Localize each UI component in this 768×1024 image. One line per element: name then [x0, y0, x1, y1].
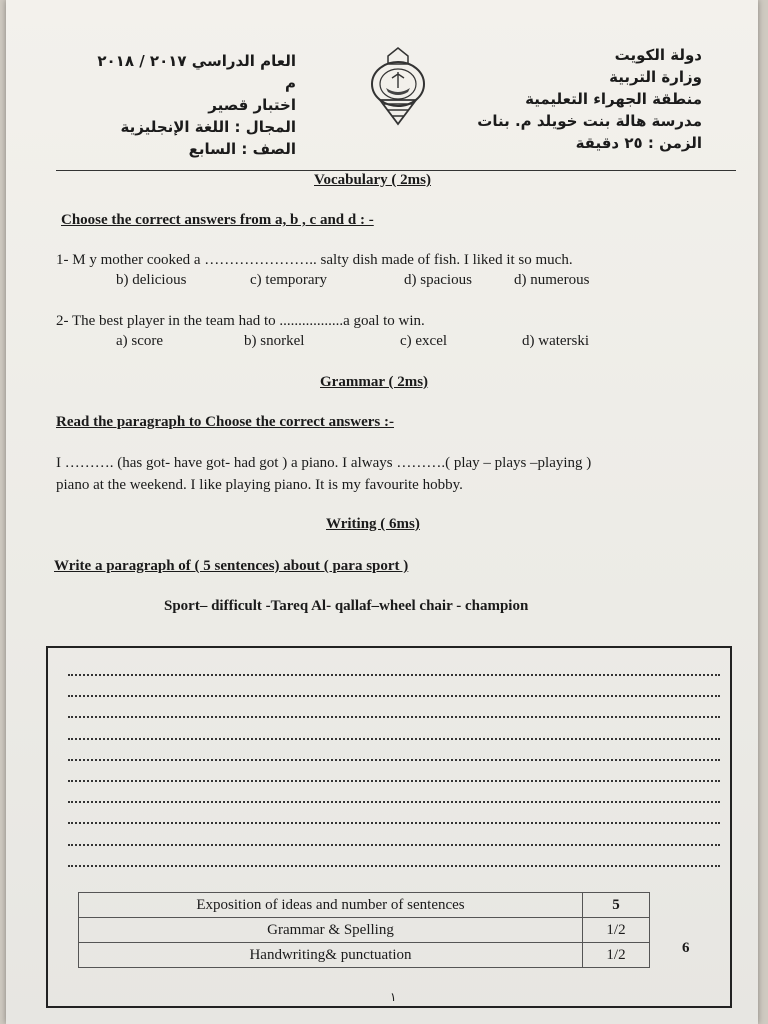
rubric-score: 1/2	[583, 943, 650, 968]
q1-option: d) spacious	[404, 272, 472, 288]
header-exam-info	[96, 50, 296, 160]
writing-line	[68, 695, 720, 697]
table-row	[79, 943, 650, 968]
rubric-criterion: Handwriting& punctuation	[79, 943, 583, 968]
vocabulary-instruction: Choose the correct answers from a, b , c and d : -	[61, 212, 374, 228]
vocabulary-question-2: 2- The best player in the team had to .................a goal to win.	[56, 313, 425, 329]
vocabulary-title: Vocabulary ( 2ms)	[314, 172, 431, 188]
writing-line	[68, 780, 720, 782]
header-time: الزمن : ٢٥ دقيقة	[575, 134, 702, 152]
grammar-paragraph-line-1: I ………. (has got- have got- had got ) a piano. I always ……….( play – plays –playing )	[56, 455, 592, 471]
header-district: منطقة الجهراء التعليمية	[525, 90, 702, 108]
vocabulary-question-1: 1- M y mother cooked a ………………….. salty dish made of fish. I liked it so much.	[56, 252, 573, 268]
exam-sheet	[6, 0, 758, 1024]
marking-rubric-table	[78, 892, 650, 968]
q2-option: b) snorkel	[244, 333, 305, 349]
writing-total-score: 6	[682, 940, 690, 956]
writing-keywords: Sport– difficult -Tareq Al- qallaf–wheel chair - champion	[164, 598, 529, 614]
q1-option: b) delicious	[116, 272, 187, 288]
header-ministry: وزارة التربية	[609, 68, 702, 86]
header-divider	[56, 170, 736, 171]
header-subject: المجال : اللغة الإنجليزية	[120, 118, 296, 136]
header-country: دولة الكويت	[614, 46, 702, 64]
header-exam-type: اختبار قصير	[208, 96, 296, 114]
kuwait-emblem-icon	[362, 44, 434, 128]
header-academic-year: العام الدراسي ٢٠١٧ / ٢٠١٨ م	[97, 52, 296, 92]
rubric-criterion: Grammar & Spelling	[79, 918, 583, 943]
table-row	[79, 918, 650, 943]
writing-line	[68, 716, 720, 718]
writing-line	[68, 822, 720, 824]
writing-line	[68, 759, 720, 761]
rubric-score: 1/2	[583, 918, 650, 943]
grammar-title: Grammar ( 2ms)	[320, 374, 429, 390]
q2-option: d) waterski	[522, 333, 590, 349]
writing-answer-box	[46, 646, 732, 1008]
writing-line	[68, 738, 720, 740]
writing-instruction: Write a paragraph of ( 5 sentences) about ( para sport )	[54, 558, 409, 574]
writing-line	[68, 844, 720, 846]
q2-option: c) excel	[400, 333, 448, 349]
rubric-criterion: Exposition of ideas and number of sentences	[79, 893, 583, 918]
grammar-instruction: Read the paragraph to Choose the correct answers :-	[56, 414, 394, 430]
header-school-info	[442, 44, 702, 154]
writing-line	[68, 801, 720, 803]
rubric-score: 5	[583, 893, 650, 918]
table-row	[79, 893, 650, 918]
header-grade: الصف : السابع	[188, 140, 296, 158]
writing-line	[68, 865, 720, 867]
q1-option: c) temporary	[250, 272, 328, 288]
q1-option: d) numerous	[514, 272, 590, 288]
page-number: ١	[390, 990, 397, 1004]
header-school: مدرسة هالة بنت خويلد م. بنات	[477, 112, 702, 130]
writing-line	[68, 674, 720, 676]
writing-title: Writing ( 6ms)	[326, 516, 420, 532]
q2-option: a) score	[116, 333, 164, 349]
grammar-paragraph-line-2: piano at the weekend. I like playing piano. It is my favourite hobby.	[56, 477, 463, 493]
